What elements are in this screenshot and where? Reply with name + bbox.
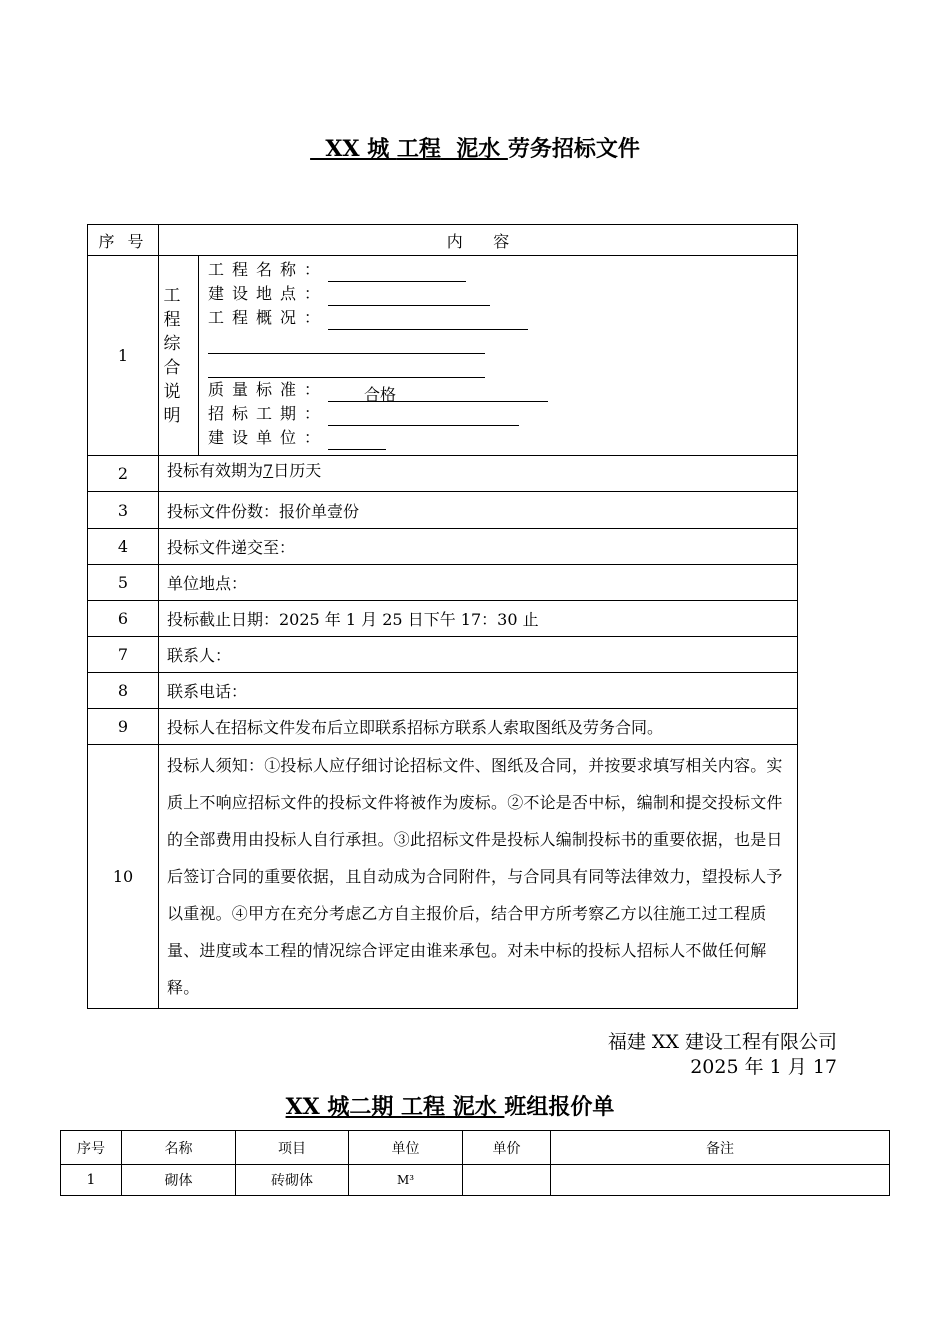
quote-title-trade: 泥水 <box>445 1094 505 1120</box>
location-label: 建设地点： <box>208 284 329 303</box>
quote-header-row <box>61 1131 890 1165</box>
row-text <box>159 456 798 492</box>
table-row <box>88 637 798 673</box>
validity-text-after: 日历天 <box>273 461 322 480</box>
period-label: 招标工期： <box>208 404 329 423</box>
quality-label: 质量标准： <box>208 380 329 399</box>
cell-item: 砖砌体 <box>236 1165 349 1196</box>
side-char: 合 <box>163 357 181 378</box>
company-signature <box>608 1030 837 1080</box>
row-no: 5 <box>88 565 159 601</box>
overview-blank-2 <box>208 335 485 354</box>
side-char: 明 <box>163 405 181 426</box>
quote-title-project: XX 城二期 <box>285 1094 402 1120</box>
row-no: 10 <box>88 745 159 1009</box>
validity-days: 7 <box>263 461 274 480</box>
col-header-no: 序号 <box>61 1131 122 1165</box>
quote-title-gongcheng: 工程 <box>401 1094 446 1120</box>
quote-table <box>60 1130 890 1196</box>
row-no: 7 <box>88 637 159 673</box>
quality-blank <box>328 383 548 402</box>
row-text: 联系人： <box>159 637 798 673</box>
side-char: 说 <box>163 381 181 402</box>
period-blank <box>328 407 519 426</box>
row-no: 1 <box>88 256 159 456</box>
table-row <box>88 456 798 492</box>
location-blank <box>328 287 490 306</box>
row-no: 9 <box>88 709 159 745</box>
project-summary-label <box>159 256 199 456</box>
table-row <box>88 673 798 709</box>
row-no: 3 <box>88 492 159 529</box>
side-char: 综 <box>163 333 181 354</box>
company-name: 福建 XX 建设工程有限公司 <box>607 1031 837 1053</box>
tender-info-table <box>87 224 798 1009</box>
project-name-blank <box>328 263 466 282</box>
cell-unit: M³ <box>349 1165 463 1196</box>
quote-title <box>0 1090 900 1121</box>
project-info-cell <box>199 256 798 456</box>
table-header-row <box>88 225 798 256</box>
cell-no: 1 <box>61 1165 122 1196</box>
table-row <box>88 745 798 1009</box>
title-trade: 泥水 <box>440 136 508 162</box>
col-header-name: 名称 <box>122 1131 236 1165</box>
title-project: XX 城 <box>310 136 397 162</box>
col-header-remarks: 备注 <box>551 1131 890 1165</box>
validity-text-before: 投标有效期为 <box>167 461 264 480</box>
quote-title-suffix: 班组报价单 <box>504 1094 615 1120</box>
row-text: 联系电话： <box>159 673 798 709</box>
table-row <box>88 529 798 565</box>
row-no: 2 <box>88 456 159 492</box>
side-char: 工 <box>163 285 181 306</box>
row-no: 8 <box>88 673 159 709</box>
cell-name: 砌体 <box>122 1165 236 1196</box>
title-gongcheng: 工程 <box>396 136 441 162</box>
row-text: 投标文件递交至： <box>159 529 798 565</box>
unit-blank <box>328 431 386 450</box>
table-row <box>61 1165 890 1196</box>
document-title <box>0 133 950 165</box>
quality-value: 合格 <box>364 385 397 404</box>
table-row <box>88 565 798 601</box>
table-row <box>88 709 798 745</box>
side-char: 程 <box>163 309 181 330</box>
unit-label: 建设单位： <box>208 428 329 447</box>
title-suffix: 劳务招标文件 <box>507 136 640 162</box>
col-header-item: 项目 <box>236 1131 349 1165</box>
overview-blank-3 <box>208 359 485 378</box>
table-row <box>88 492 798 529</box>
row-text: 投标文件份数：报价单壹份 <box>159 492 798 529</box>
table-row <box>88 601 798 637</box>
header-no: 序 号 <box>88 225 159 256</box>
row-text: 投标截止日期：2025 年 1 月 25 日下午 17：30 止 <box>159 601 798 637</box>
row-no: 4 <box>88 529 159 565</box>
col-header-price: 单价 <box>463 1131 551 1165</box>
cell-remarks[interactable] <box>551 1165 890 1196</box>
row-text: 单位地点： <box>159 565 798 601</box>
overview-label: 工程概况： <box>208 308 329 327</box>
project-name-label: 工程名称： <box>208 260 329 279</box>
row-no: 6 <box>88 601 159 637</box>
col-header-unit: 单位 <box>349 1131 463 1165</box>
bidder-notice: 投标人须知：①投标人应仔细讨论招标文件、图纸及合同，并按要求填写相关内容。实质上不响应招标文件的投标文件将被作为废标。②不论是否中标，编制和提交投标文件的全部费用由投标人自行承担。③此招标文件是投标人编制投标书的重要依据，也是日后签订合同的重要依据，且自动成为合同附件，与合同具有同等法律效力，望投标人予以重视。④甲方在充分考虑乙方自主报价后，结合甲方所考察乙方以往施工过工程质量、进度或本工程的情况综合评定由谁来承包。对未中标的投标人招标人不做任何解释。 <box>159 745 798 1009</box>
overview-blank <box>328 311 528 330</box>
cell-price[interactable] <box>463 1165 551 1196</box>
row-text: 投标人在招标文件发布后立即联系招标方联系人索取图纸及劳务合同。 <box>159 709 798 745</box>
table-row <box>88 256 798 456</box>
issue-date: 2025 年 1 月 17 <box>690 1056 837 1078</box>
header-content: 内 容 <box>159 225 798 256</box>
